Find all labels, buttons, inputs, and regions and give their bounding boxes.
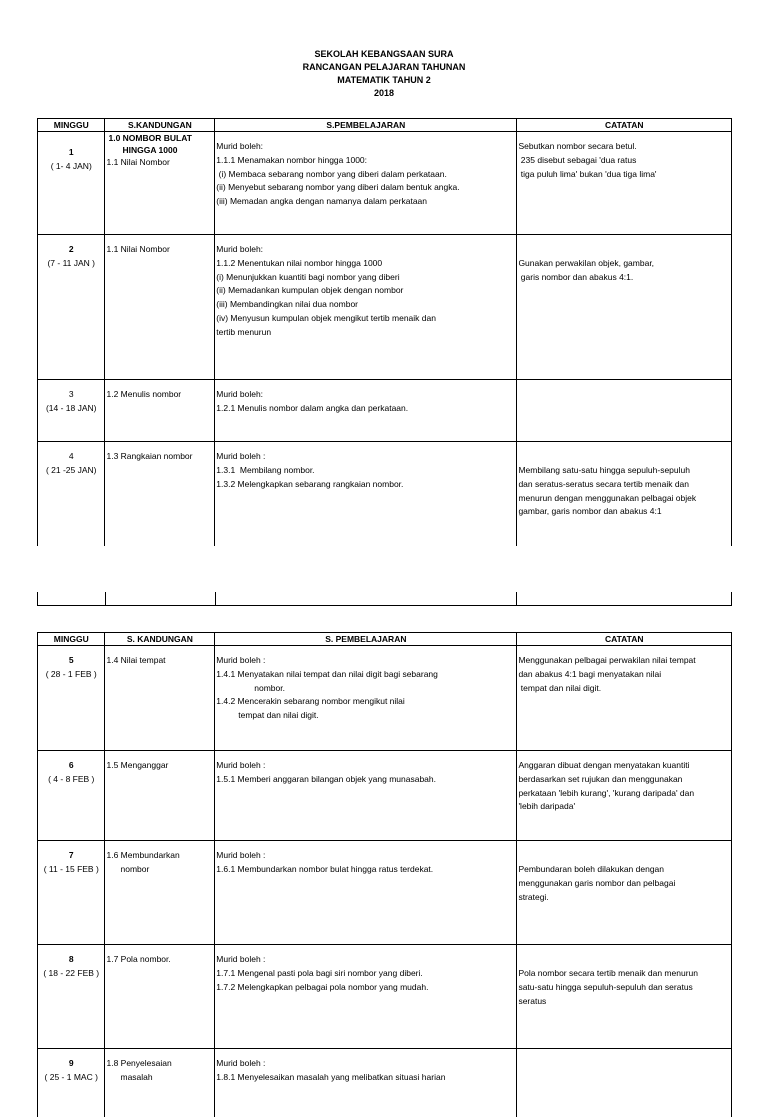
learning-line: 1.4.2 Mencerakin sebarang nombor mengikut nilai	[216, 695, 515, 709]
week-number: 4	[39, 450, 103, 464]
week-number: 8	[39, 953, 103, 967]
document-header	[0, 48, 768, 100]
table-row	[38, 380, 732, 442]
week-dates: ( 25 - 1 MAC )	[39, 1071, 103, 1085]
week-number: 1	[39, 146, 103, 160]
table-row	[38, 841, 732, 945]
learning-line: (iii) Membandingkan nilai dua nombor	[216, 298, 515, 312]
content-text: 1.5 Menganggar	[106, 759, 213, 773]
content-text: nombor	[106, 863, 213, 877]
plan-title: RANCANGAN PELAJARAN TAHUNAN	[0, 61, 768, 74]
learning-line: 1.6.1 Membundarkan nombor bulat hingga ratus terdekat.	[216, 863, 515, 877]
table-row	[38, 945, 732, 1049]
learning-line: 1.7.1 Mengenal pasti pola bagi siri nombor yang diberi.	[216, 967, 515, 981]
col-header-catatan: CATATAN	[517, 633, 732, 646]
week-dates: ( 21 -25 JAN)	[39, 464, 103, 478]
content-cell	[105, 442, 215, 547]
table-row	[38, 646, 732, 751]
learning-line: Murid boleh :	[216, 849, 515, 863]
learning-line: 1.2.1 Menulis nombor dalam angka dan perkataan.	[216, 402, 515, 416]
week-cell	[38, 1049, 105, 1117]
notes-line: 235 disebut sebagai 'dua ratus	[518, 154, 730, 168]
notes-line: Anggaran dibuat dengan menyatakan kuantiti	[518, 759, 730, 773]
notes-line: Gunakan perwakilan objek, gambar,	[518, 257, 730, 271]
content-text: 1.4 Nilai tempat	[106, 654, 213, 668]
learning-line: 1.8.1 Menyelesaikan masalah yang melibatkan situasi harian	[216, 1071, 515, 1085]
learning-cell	[215, 132, 517, 235]
content-text: 1.7 Pola nombor.	[106, 953, 213, 967]
notes-cell	[517, 442, 732, 547]
notes-cell	[517, 945, 732, 1049]
notes-line: 'lebih daripada'	[518, 800, 730, 814]
notes-line: Pembundaran boleh dilakukan dengan	[518, 863, 730, 877]
week-number: 6	[39, 759, 103, 773]
content-text: 1.6 Membundarkan	[106, 849, 213, 863]
notes-cell	[517, 751, 732, 841]
learning-cell	[215, 841, 517, 945]
table-header-row	[38, 119, 732, 132]
notes-cell	[517, 132, 732, 235]
col-header-minggu: MINGGU	[38, 119, 105, 132]
learning-line: (i) Membaca sebarang nombor yang diberi dalam perkataan.	[216, 168, 515, 182]
notes-line: seratus	[518, 995, 730, 1009]
learning-line: Murid boleh:	[216, 388, 515, 402]
week-cell	[38, 235, 105, 380]
learning-line: Murid boleh:	[216, 140, 515, 154]
week-cell	[38, 841, 105, 945]
table-row	[38, 1049, 732, 1117]
week-dates: ( 18 - 22 FEB )	[39, 967, 103, 981]
content-text: 1.1 Nilai Nombor	[106, 243, 213, 257]
col-header-kandungan: S. KANDUNGAN	[105, 633, 215, 646]
topic-heading: HINGGA 1000	[106, 144, 213, 156]
week-number: 9	[39, 1057, 103, 1071]
notes-line: dan seratus-seratus secara tertib menaik dan	[518, 478, 730, 492]
lesson-plan-table-1	[37, 118, 732, 546]
week-number: 3	[39, 388, 103, 402]
notes-cell	[517, 380, 732, 442]
week-cell	[38, 442, 105, 547]
lesson-plan-table-2	[37, 632, 732, 1117]
week-dates: (14 - 18 JAN)	[39, 402, 103, 416]
content-cell	[105, 132, 215, 235]
table-1-footer-stub	[37, 592, 732, 606]
week-dates: ( 1- 4 JAN)	[39, 160, 103, 174]
content-cell	[105, 945, 215, 1049]
week-number: 5	[39, 654, 103, 668]
notes-line: gambar, garis nombor dan abakus 4:1	[518, 505, 730, 519]
content-cell	[105, 380, 215, 442]
learning-cell	[215, 235, 517, 380]
learning-line: 1.5.1 Memberi anggaran bilangan objek yang munasabah.	[216, 773, 515, 787]
content-cell	[105, 235, 215, 380]
learning-line: 1.3.2 Melengkapkan sebarang rangkaian nombor.	[216, 478, 515, 492]
table-row	[38, 442, 732, 547]
week-dates: ( 4 - 8 FEB )	[39, 773, 103, 787]
learning-line: (iv) Menyusun kumpulan objek mengikut tertib menaik dan	[216, 312, 515, 326]
content-text: 1.1 Nilai Nombor	[106, 156, 213, 169]
col-header-minggu: MINGGU	[38, 633, 105, 646]
learning-line: tertib menurun	[216, 326, 515, 340]
table-header-row	[38, 633, 732, 646]
col-header-pembelajaran: S. PEMBELAJARAN	[215, 633, 517, 646]
content-cell	[105, 841, 215, 945]
learning-line: 1.7.2 Melengkapkan pelbagai pola nombor yang mudah.	[216, 981, 515, 995]
week-dates: ( 28 - 1 FEB )	[39, 668, 103, 682]
col-header-pembelajaran: S.PEMBELAJARAN	[215, 119, 517, 132]
table-row	[38, 235, 732, 380]
year: 2018	[0, 87, 768, 100]
learning-cell	[215, 945, 517, 1049]
learning-cell	[215, 442, 517, 547]
learning-line: (ii) Memadankan kumpulan objek dengan nombor	[216, 284, 515, 298]
notes-line: garis nombor dan abakus 4:1.	[518, 271, 730, 285]
notes-cell	[517, 1049, 732, 1117]
learning-line: (iii) Memadan angka dengan namanya dalam perkataan	[216, 195, 515, 209]
learning-line: 1.1.1 Menamakan nombor hingga 1000:	[216, 154, 515, 168]
table-row	[38, 751, 732, 841]
week-cell	[38, 380, 105, 442]
learning-line: Murid boleh :	[216, 953, 515, 967]
week-number: 7	[39, 849, 103, 863]
topic-heading: 1.0 NOMBOR BULAT	[106, 132, 213, 144]
week-number: 2	[39, 243, 103, 257]
notes-cell	[517, 235, 732, 380]
notes-line: Membilang satu-satu hingga sepuluh-sepuluh	[518, 464, 730, 478]
notes-line: satu-satu hingga sepuluh-sepuluh dan seratus	[518, 981, 730, 995]
table-row	[38, 132, 732, 235]
learning-line: Murid boleh :	[216, 1057, 515, 1071]
learning-cell	[215, 380, 517, 442]
notes-line: tiga puluh lima' bukan 'dua tiga lima'	[518, 168, 730, 182]
content-text: 1.3 Rangkaian nombor	[106, 450, 213, 464]
notes-line: Pola nombor secara tertib menaik dan menurun	[518, 967, 730, 981]
content-text: masalah	[106, 1071, 213, 1085]
content-cell	[105, 751, 215, 841]
week-cell	[38, 132, 105, 235]
learning-cell	[215, 1049, 517, 1117]
col-header-kandungan: S.KANDUNGAN	[105, 119, 215, 132]
learning-line: 1.1.2 Menentukan nilai nombor hingga 1000	[216, 257, 515, 271]
subject-title: MATEMATIK TAHUN 2	[0, 74, 768, 87]
learning-line: tempat dan nilai digit.	[216, 709, 515, 723]
learning-line: (i) Menunjukkan kuantiti bagi nombor yang diberi	[216, 271, 515, 285]
school-name: SEKOLAH KEBANGSAAN SURA	[0, 48, 768, 61]
notes-line: Sebutkan nombor secara betul.	[518, 140, 730, 154]
learning-cell	[215, 751, 517, 841]
learning-line: 1.3.1 Membilang nombor.	[216, 464, 515, 478]
week-cell	[38, 646, 105, 751]
learning-cell	[215, 646, 517, 751]
content-cell	[105, 646, 215, 751]
notes-line: dan abakus 4:1 bagi menyatakan nilai	[518, 668, 730, 682]
content-text: 1.8 Penyelesaian	[106, 1057, 213, 1071]
week-cell	[38, 945, 105, 1049]
week-cell	[38, 751, 105, 841]
notes-line: Menggunakan pelbagai perwakilan nilai tempat	[518, 654, 730, 668]
learning-line: (ii) Menyebut sebarang nombor yang diberi dalam bentuk angka.	[216, 181, 515, 195]
notes-line: perkataan 'lebih kurang', 'kurang daripada' dan	[518, 787, 730, 801]
learning-line: Murid boleh :	[216, 450, 515, 464]
learning-line: 1.4.1 Menyatakan nilai tempat dan nilai digit bagi sebarang	[216, 668, 515, 682]
content-cell	[105, 1049, 215, 1117]
week-dates: (7 - 11 JAN )	[39, 257, 103, 271]
learning-line: nombor.	[216, 682, 515, 696]
notes-cell	[517, 841, 732, 945]
week-dates: ( 11 - 15 FEB )	[39, 863, 103, 877]
notes-line: berdasarkan set rujukan dan menggunakan	[518, 773, 730, 787]
notes-line: strategi.	[518, 891, 730, 905]
col-header-catatan: CATATAN	[517, 119, 732, 132]
learning-line: Murid boleh :	[216, 654, 515, 668]
notes-line: menggunakan garis nombor dan pelbagai	[518, 877, 730, 891]
notes-cell	[517, 646, 732, 751]
notes-line: tempat dan nilai digit.	[518, 682, 730, 696]
notes-line: menurun dengan menggunakan pelbagai objek	[518, 492, 730, 506]
content-text: 1.2 Menulis nombor	[106, 388, 213, 402]
learning-line: Murid boleh :	[216, 759, 515, 773]
learning-line: Murid boleh:	[216, 243, 515, 257]
